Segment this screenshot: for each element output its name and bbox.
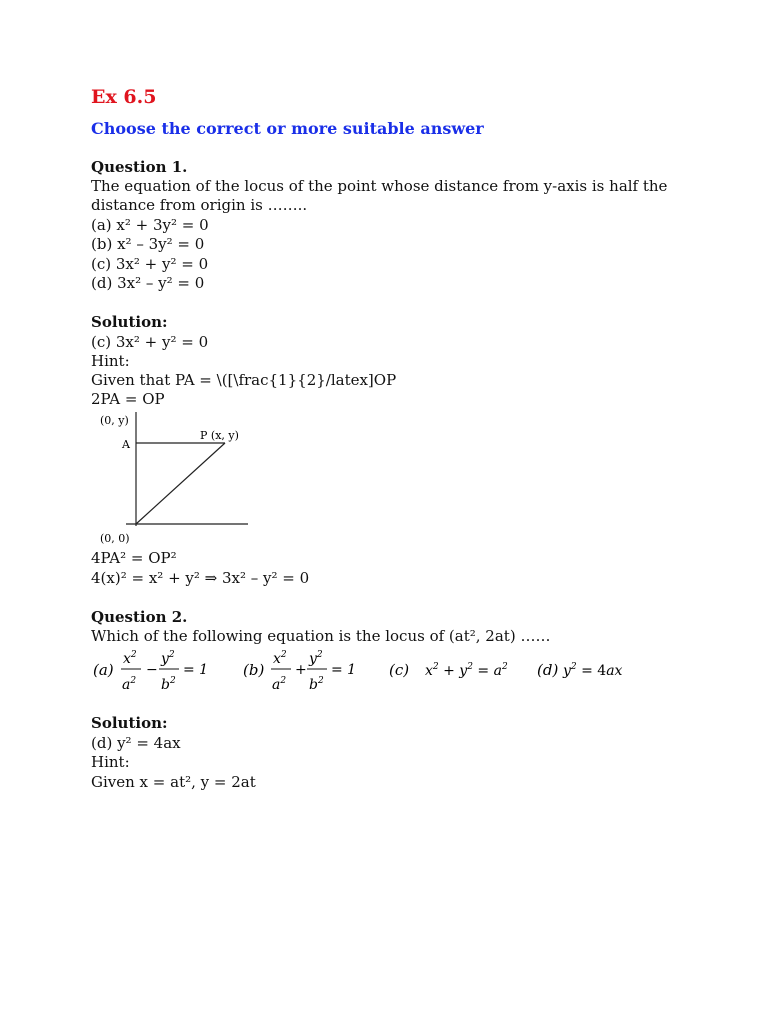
option-b-den2: $b^2$ (309, 676, 324, 693)
question2-options-image (91, 645, 671, 695)
option-c-equation: $x^2 + y^2 = a^2$ (425, 662, 508, 679)
question1-option-a: (a) x² + 3y² = 0 (91, 216, 209, 234)
option-b-label: (b) (243, 661, 265, 679)
question1-option-c: (c) 3x² + y² = 0 (91, 255, 209, 273)
solution1-hint-label: Hint: (91, 352, 130, 370)
solution1-step2: 2PA = OP (91, 390, 165, 408)
label-A: A (122, 438, 130, 451)
option-c-label: (c) (389, 661, 410, 679)
question2-heading: Question 2. (91, 608, 188, 626)
solution2-heading: Solution: (91, 714, 168, 732)
solution2-hint-label: Hint: (91, 753, 130, 771)
solution1-answer: (c) 3x² + y² = 0 (91, 333, 209, 351)
option-b-equals: = 1 (331, 662, 357, 678)
option-a-den1: $a^2$ (122, 676, 137, 693)
option-a-num1: $x^2$ (123, 650, 137, 667)
locus-figure (96, 412, 256, 552)
question1-text-line1: The equation of the locus of the point whose distance from y-axis is half the (91, 177, 668, 195)
solution1-step4: 4(x)² = x² + y² ⇒ 3x² – y² = 0 (91, 569, 310, 587)
label-0-y: (0, y) (100, 414, 129, 427)
option-a-den2: $b^2$ (161, 676, 176, 693)
option-b-num2: $y^2$ (309, 650, 323, 667)
segment-OP (136, 443, 225, 524)
exercise-title: Ex 6.5 (91, 86, 157, 108)
locus-figure-svg (96, 412, 256, 552)
solution2-step1: Given x = at², y = 2at (91, 773, 256, 791)
question1-option-b: (b) x² – 3y² = 0 (91, 235, 205, 253)
option-b-den1: $a^2$ (272, 676, 287, 693)
option-b-plus: + (295, 662, 307, 678)
label-P: P (x, y) (200, 429, 239, 442)
option-d-label: (d) (537, 661, 559, 679)
solution1-step3: 4PA² = OP² (91, 549, 177, 567)
question2-text: Which of the following equation is the locus of (at², 2at) …… (91, 627, 551, 645)
option-a-equals: = 1 (183, 662, 209, 678)
question1-option-d: (d) 3x² – y² = 0 (91, 274, 205, 292)
question1-heading: Question 1. (91, 158, 188, 176)
label-origin: (0, 0) (100, 532, 130, 545)
solution1-step1: Given that PA = \([\frac{1}{2}/latex]OP (91, 371, 397, 389)
question2-options-svg (91, 645, 671, 695)
option-a-minus: − (146, 662, 158, 678)
solution2-answer: (d) y² = 4ax (91, 734, 181, 752)
option-d-equation: $y^2 = 4ax$ (563, 662, 623, 679)
instruction-heading: Choose the correct or more suitable answer (91, 119, 484, 138)
option-a-num2: $y^2$ (161, 650, 175, 667)
option-a-label: (a) (93, 661, 114, 679)
option-b-num1: $x^2$ (273, 650, 287, 667)
question1-text-line2: distance from origin is …….. (91, 196, 308, 214)
solution1-heading: Solution: (91, 313, 168, 331)
